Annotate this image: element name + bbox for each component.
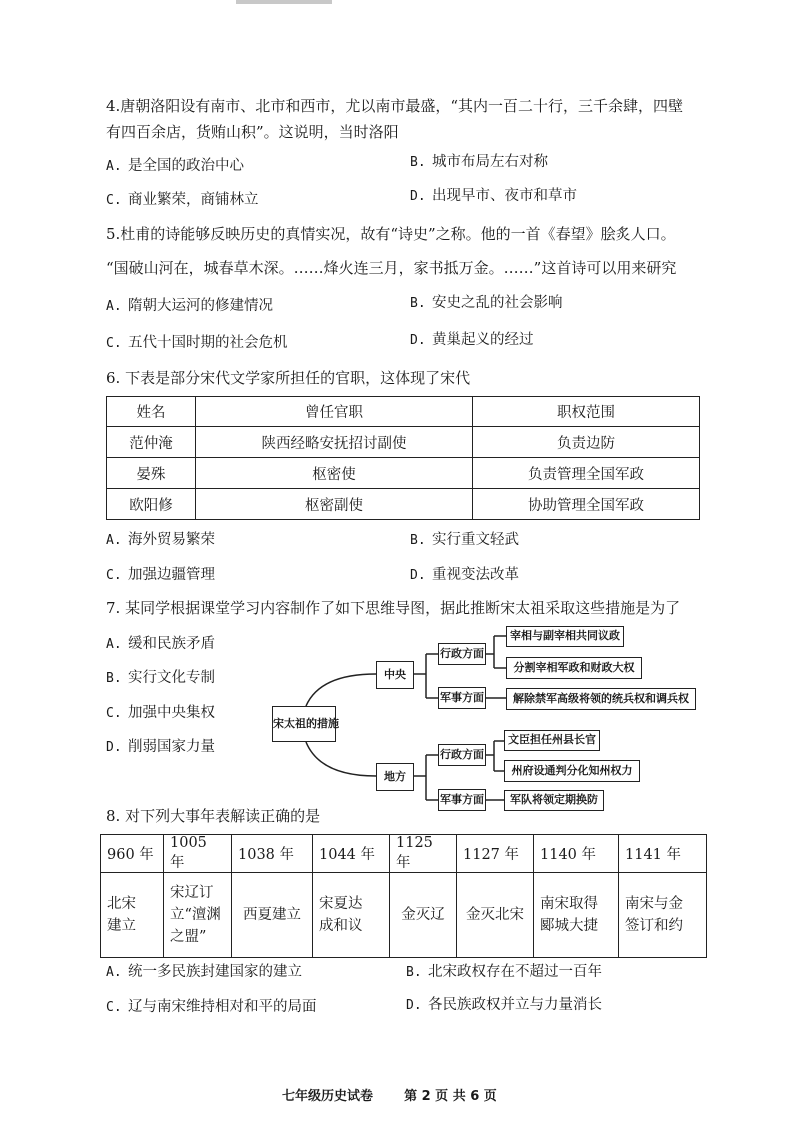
timeline-event-cell: [313, 873, 390, 958]
event-line: 建立: [107, 918, 136, 934]
event-line: 郾城大捷: [540, 918, 598, 934]
mindmap-central-admin-item-2: 分割宰相军政和财政大权: [506, 657, 642, 679]
q6-stem-line1: 6. 下表是部分宋代文学家所担任的官职，这体现了宋代: [106, 369, 471, 387]
option-text: 各民族政权并立与力量消长: [428, 997, 602, 1013]
q8-option-c[interactable]: [106, 997, 317, 1018]
table-cell: 枢密副使: [196, 489, 473, 520]
page-footer: [282, 1085, 497, 1104]
timeline-year-cell: 1140 年: [534, 835, 619, 873]
mindmap-central-military-item-1: 解除禁军高级将领的统兵权和调兵权: [506, 688, 696, 710]
event-line: 南宋取得: [540, 896, 598, 912]
option-letter: D.: [410, 189, 426, 204]
event-line: 金灭辽: [401, 907, 445, 923]
table-header-cell: 姓名: [107, 397, 196, 427]
timeline-event-cell: [457, 873, 534, 958]
option-text: 重视变法改革: [432, 567, 519, 583]
q7-stem-line1: 7. 某同学根据课堂学习内容制作了如下思维导图，据此推断宋太祖采取这些措施是为了: [106, 599, 681, 617]
table-cell: 范仲淹: [107, 427, 196, 458]
mindmap-root-node: 宋太祖的措施: [272, 706, 336, 742]
timeline-year-cell: 1141 年: [619, 835, 707, 873]
option-text: 安史之乱的社会影响: [432, 295, 563, 311]
mindmap-central-node: 中央: [376, 661, 414, 689]
option-text: 北宋政权存在不超过一百年: [428, 964, 602, 980]
option-text: 加强中央集权: [128, 705, 215, 721]
option-text: 出现早市、夜市和草市: [432, 188, 577, 204]
option-letter: A.: [106, 965, 122, 980]
mindmap-central-military-node: 军事方面: [438, 687, 486, 709]
option-text: 隋朝大运河的修建情况: [128, 298, 273, 314]
event-line: 北宋: [107, 896, 136, 912]
option-letter: C.: [106, 568, 122, 583]
timeline-year-cell: 1005 年: [164, 835, 232, 873]
option-letter: C.: [106, 336, 122, 351]
event-line: 立“澶渊: [170, 907, 221, 923]
table-cell: 负责边防: [473, 427, 700, 458]
mindmap-local-military-item-1: 军队将领定期换防: [504, 790, 604, 811]
option-text: 实行文化专制: [128, 670, 215, 686]
mindmap-local-military-node: 军事方面: [438, 789, 486, 811]
q5-stem-line1: 5.杜甫的诗能够反映历史的真情实况，故有“诗史”之称。他的一首《春望》脍炙人口。: [106, 225, 676, 243]
mindmap-local-admin-item-1: 文臣担任州县长官: [504, 730, 600, 751]
table-cell: 负责管理全国军政: [473, 458, 700, 489]
q8-timeline-table: [100, 834, 707, 958]
event-line: 宋辽订: [170, 885, 214, 901]
table-cell: 协助管理全国军政: [473, 489, 700, 520]
option-text: 加强边疆管理: [128, 567, 215, 583]
mindmap-central-admin-node: 行政方面: [438, 643, 486, 665]
event-line: 金灭北宋: [466, 907, 524, 923]
event-line: 之盟”: [170, 929, 207, 945]
table-cell: 欧阳修: [107, 489, 196, 520]
option-text: 商业繁荣，商铺林立: [128, 192, 259, 208]
timeline-event-cell: [232, 873, 313, 958]
option-letter: D.: [410, 568, 426, 583]
timeline-event-cell: [534, 873, 619, 958]
timeline-event-cell: [164, 873, 232, 958]
footer-page-number: 第 2 页 共 6 页: [404, 1089, 497, 1104]
option-letter: B.: [406, 965, 422, 980]
footer-exam-name: 七年级历史试卷: [282, 1089, 374, 1104]
option-text: 是全国的政治中心: [128, 158, 244, 174]
timeline-year-cell: 1044 年: [313, 835, 390, 873]
timeline-year-cell: 960 年: [101, 835, 164, 873]
option-letter: C.: [106, 193, 122, 208]
timeline-year-cell: 1125 年: [390, 835, 457, 873]
connector-root-central: [306, 674, 376, 706]
q8-option-d[interactable]: [406, 995, 602, 1016]
table-header-cell: 职权范围: [473, 397, 700, 427]
option-letter: A.: [106, 637, 122, 652]
connector-root-local: [306, 742, 376, 776]
option-letter: D.: [106, 740, 122, 755]
table-header-cell: 曾任官职: [196, 397, 473, 427]
timeline-event-cell: [390, 873, 457, 958]
option-text: 海外贸易繁荣: [128, 532, 215, 548]
timeline-event-cell: [101, 873, 164, 958]
table-cell: 晏殊: [107, 458, 196, 489]
timeline-event-cell: [619, 873, 707, 958]
timeline-event-row: [101, 873, 707, 958]
option-letter: B.: [410, 296, 426, 311]
option-text: 统一多民族封建国家的建立: [128, 964, 302, 980]
option-text: 削弱国家力量: [128, 739, 215, 755]
mindmap-local-admin-item-2: 州府设通判分化知州权力: [504, 760, 640, 782]
timeline-year-row: [101, 835, 707, 873]
q4-stem-line1: 4.唐朝洛阳设有南市、北市和西市，尤以南市最盛，“其内一百二十行，三千余肆，四壁: [106, 97, 683, 115]
mindmap-local-node: 地方: [376, 763, 414, 791]
q8-option-b[interactable]: [406, 962, 602, 983]
table-cell: 陕西经略安抚招讨副使: [196, 427, 473, 458]
option-text: 缓和民族矛盾: [128, 636, 215, 652]
option-text: 辽与南宋维持相对和平的局面: [128, 999, 317, 1015]
q8-option-a[interactable]: [106, 962, 302, 983]
event-line: 南宋与金: [625, 896, 683, 912]
option-letter: B.: [106, 671, 122, 686]
option-letter: B.: [410, 533, 426, 548]
mindmap-central-admin-item-1: 宰相与副宰相共同议政: [506, 626, 624, 647]
option-letter: C.: [106, 706, 122, 721]
q4-stem-line2: 有四百余店，货贿山积”。这说明，当时洛阳: [106, 123, 399, 141]
timeline-year-cell: 1127 年: [457, 835, 534, 873]
q8-stem-line1: 8. 对下列大事年表解读正确的是: [106, 807, 321, 825]
option-text: 城市布局左右对称: [432, 154, 548, 170]
option-letter: D.: [406, 998, 422, 1013]
option-letter: B.: [410, 155, 426, 170]
mindmap-local-admin-node: 行政方面: [438, 744, 486, 766]
option-text: 五代十国时期的社会危机: [128, 335, 288, 351]
option-text: 黄巢起义的经过: [432, 332, 534, 348]
table-cell: 枢密使: [196, 458, 473, 489]
timeline-year-cell: 1038 年: [232, 835, 313, 873]
option-letter: A.: [106, 159, 122, 174]
event-line: 宋夏达: [319, 896, 363, 912]
option-letter: C.: [106, 1000, 122, 1015]
event-line: 西夏建立: [243, 907, 301, 923]
option-text: 实行重文轻武: [432, 532, 519, 548]
option-letter: A.: [106, 533, 122, 548]
event-line: 签订和约: [625, 918, 683, 934]
q5-stem-line2: “国破山河在，城春草木深。……烽火连三月，家书抵万金。……”这首诗可以用来研究: [106, 259, 677, 277]
event-line: 成和议: [319, 918, 363, 934]
option-letter: A.: [106, 299, 122, 314]
option-letter: D.: [410, 333, 426, 348]
